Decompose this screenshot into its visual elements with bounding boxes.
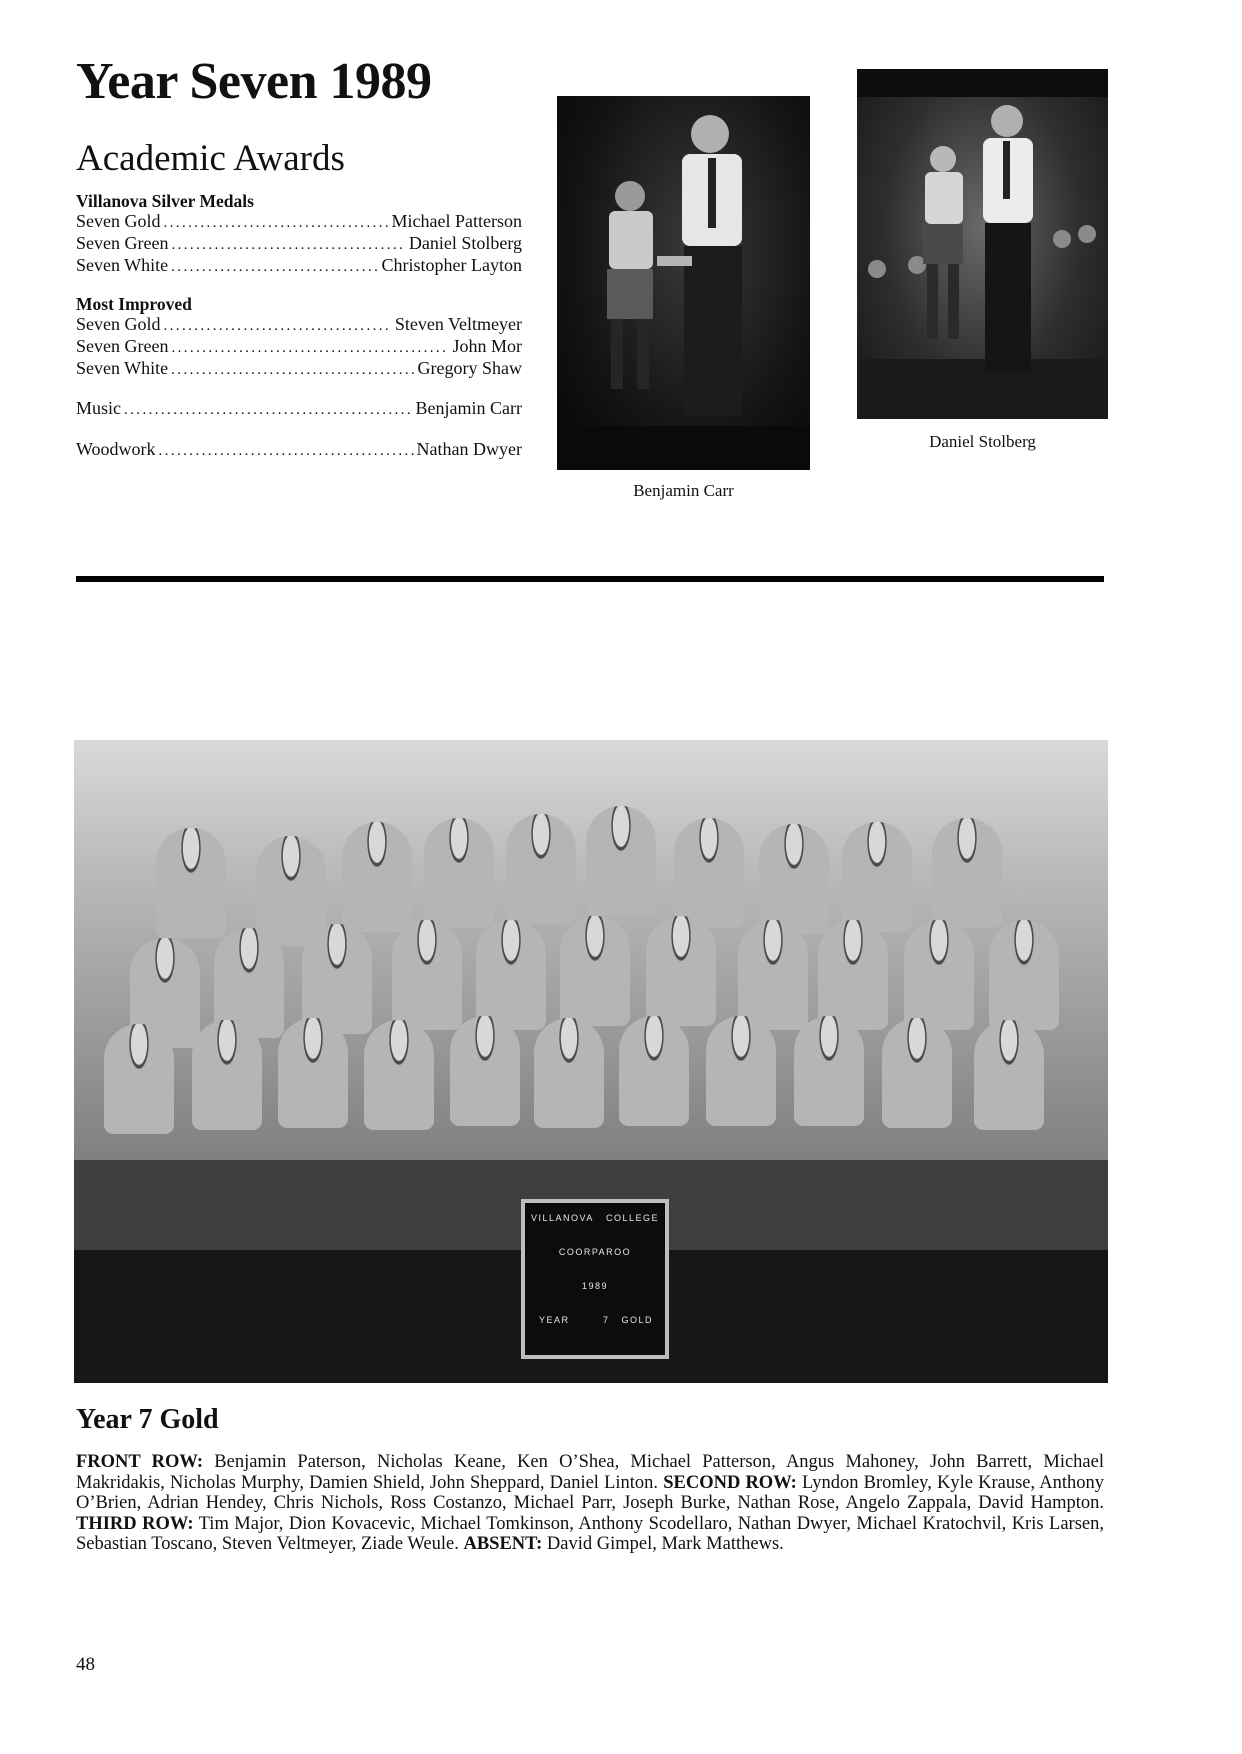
student-figure [882,1018,952,1128]
sign-text: GOLD [621,1315,653,1325]
absent-names: David Gimpel, Mark Matthews. [546,1534,784,1554]
award-recipient: Christopher Layton [381,255,522,275]
award-category: Music [76,398,121,418]
page-number: 48 [76,1654,95,1675]
award-row [76,255,522,277]
woodwork-award [76,439,522,461]
award-category: Seven Green [76,233,169,253]
group-names-paragraph [76,1452,1104,1555]
dot-leader [171,338,449,358]
award-recipient: Benjamin Carr [415,398,522,418]
dot-leader [159,441,414,461]
group-title: Year 7 Gold [76,1404,219,1435]
student-figure [619,1016,689,1126]
dot-leader [164,316,392,336]
student-figure [586,806,656,916]
student-figure [794,1016,864,1126]
dot-leader [171,360,414,380]
award-category: Seven Green [76,336,169,356]
sign-text: YEAR [539,1315,570,1325]
award-category: Seven Gold [76,314,161,334]
most-improved-heading: Most Improved [76,294,192,314]
student-figure [738,920,808,1030]
award-category: Seven White [76,255,169,275]
row-label: THIRD ROW: [76,1513,194,1534]
student-figure [364,1020,434,1130]
page-title: Year Seven 1989 [76,53,432,110]
sign-text: COORPAROO [558,1247,632,1257]
student-figure [706,1016,776,1126]
row-label: FRONT ROW: [76,1452,204,1472]
student-figure [818,920,888,1030]
award-row [76,211,522,233]
student-figure [842,822,912,932]
silver-medals-heading: Villanova Silver Medals [76,191,254,211]
student-figure [156,828,226,938]
class-sign-board [521,1199,669,1359]
photo-silhouettes [557,96,810,470]
dot-leader [164,213,389,233]
row-label: ABSENT: [463,1534,543,1554]
most-improved-list [76,294,522,380]
dot-leader [171,235,405,255]
student-figure [646,916,716,1026]
music-award [76,398,522,420]
sign-text: VILLANOVA [531,1213,594,1223]
award-category: Seven White [76,358,169,378]
award-recipient: Daniel Stolberg [408,233,522,253]
dot-leader [124,400,413,420]
dot-leader [171,257,378,277]
student-figure [932,818,1002,928]
section-title: Academic Awards [76,138,345,179]
student-figure [104,1024,174,1134]
photo-caption: Benjamin Carr [633,481,734,500]
photo-caption: Daniel Stolberg [929,432,1036,451]
award-recipient: Steven Veltmeyer [394,314,522,334]
student-figure [560,916,630,1026]
award-recipient: Gregory Shaw [417,358,522,378]
sign-text: COLLEGE [605,1213,659,1223]
front-row-names: Benjamin Paterson, Nicholas Keane, Ken O’Shea, Michael Patterson, Angus Mahoney, John Barrett, Michael Makridakis, Nicholas Murphy, Damien Shield, John Sheppard, Daniel Linton. [76,1452,1104,1493]
class-group-photo [74,740,1108,1383]
award-recipient: Nathan Dwyer [416,439,522,459]
student-figure [974,1020,1044,1130]
student-figure [989,920,1059,1030]
section-divider [76,576,1104,582]
third-row-names: Tim Major, Dion Kovacevic, Michael Tomkinson, Anthony Scodellaro, Nathan Dwyer, Michael Kratochvil, Kris Larsen, Sebastian Toscano, Steven Veltmeyer, Ziade Weule. [76,1513,1104,1554]
student-figure [674,818,744,928]
award-row [76,358,522,380]
student-figure [256,836,326,946]
award-category: Seven Gold [76,211,161,231]
sign-text: 1989 [581,1281,609,1291]
student-figure [424,818,494,928]
student-figure [278,1018,348,1128]
student-figure [759,824,829,934]
award-photo-benjamin-carr [557,96,810,470]
award-recipient: John Mor [452,336,522,356]
award-row [76,233,522,255]
student-figure [192,1020,262,1130]
award-row [76,314,522,336]
student-figure [392,920,462,1030]
student-figure [342,822,412,932]
award-category: Woodwork [76,439,156,459]
student-figure [450,1016,520,1126]
award-row [76,336,522,358]
second-row-names: Lyndon Bromley, Kyle Krause, Anthony O’Brien, Adrian Hendey, Chris Nichols, Ross Costanzo, Michael Parr, Joseph Burke, Nathan Rose, Angelo Zappala, David Hampton. [76,1472,1104,1513]
student-figure [506,814,576,924]
student-figure [904,920,974,1030]
student-figure [476,920,546,1030]
award-photo-daniel-stolberg [857,69,1108,419]
sign-text: 7 [603,1315,610,1325]
student-figure [534,1018,604,1128]
award-recipient: Michael Patterson [391,211,522,231]
row-label: SECOND ROW: [663,1472,797,1493]
silver-medals-list [76,191,522,277]
photo-silhouettes [857,69,1108,419]
